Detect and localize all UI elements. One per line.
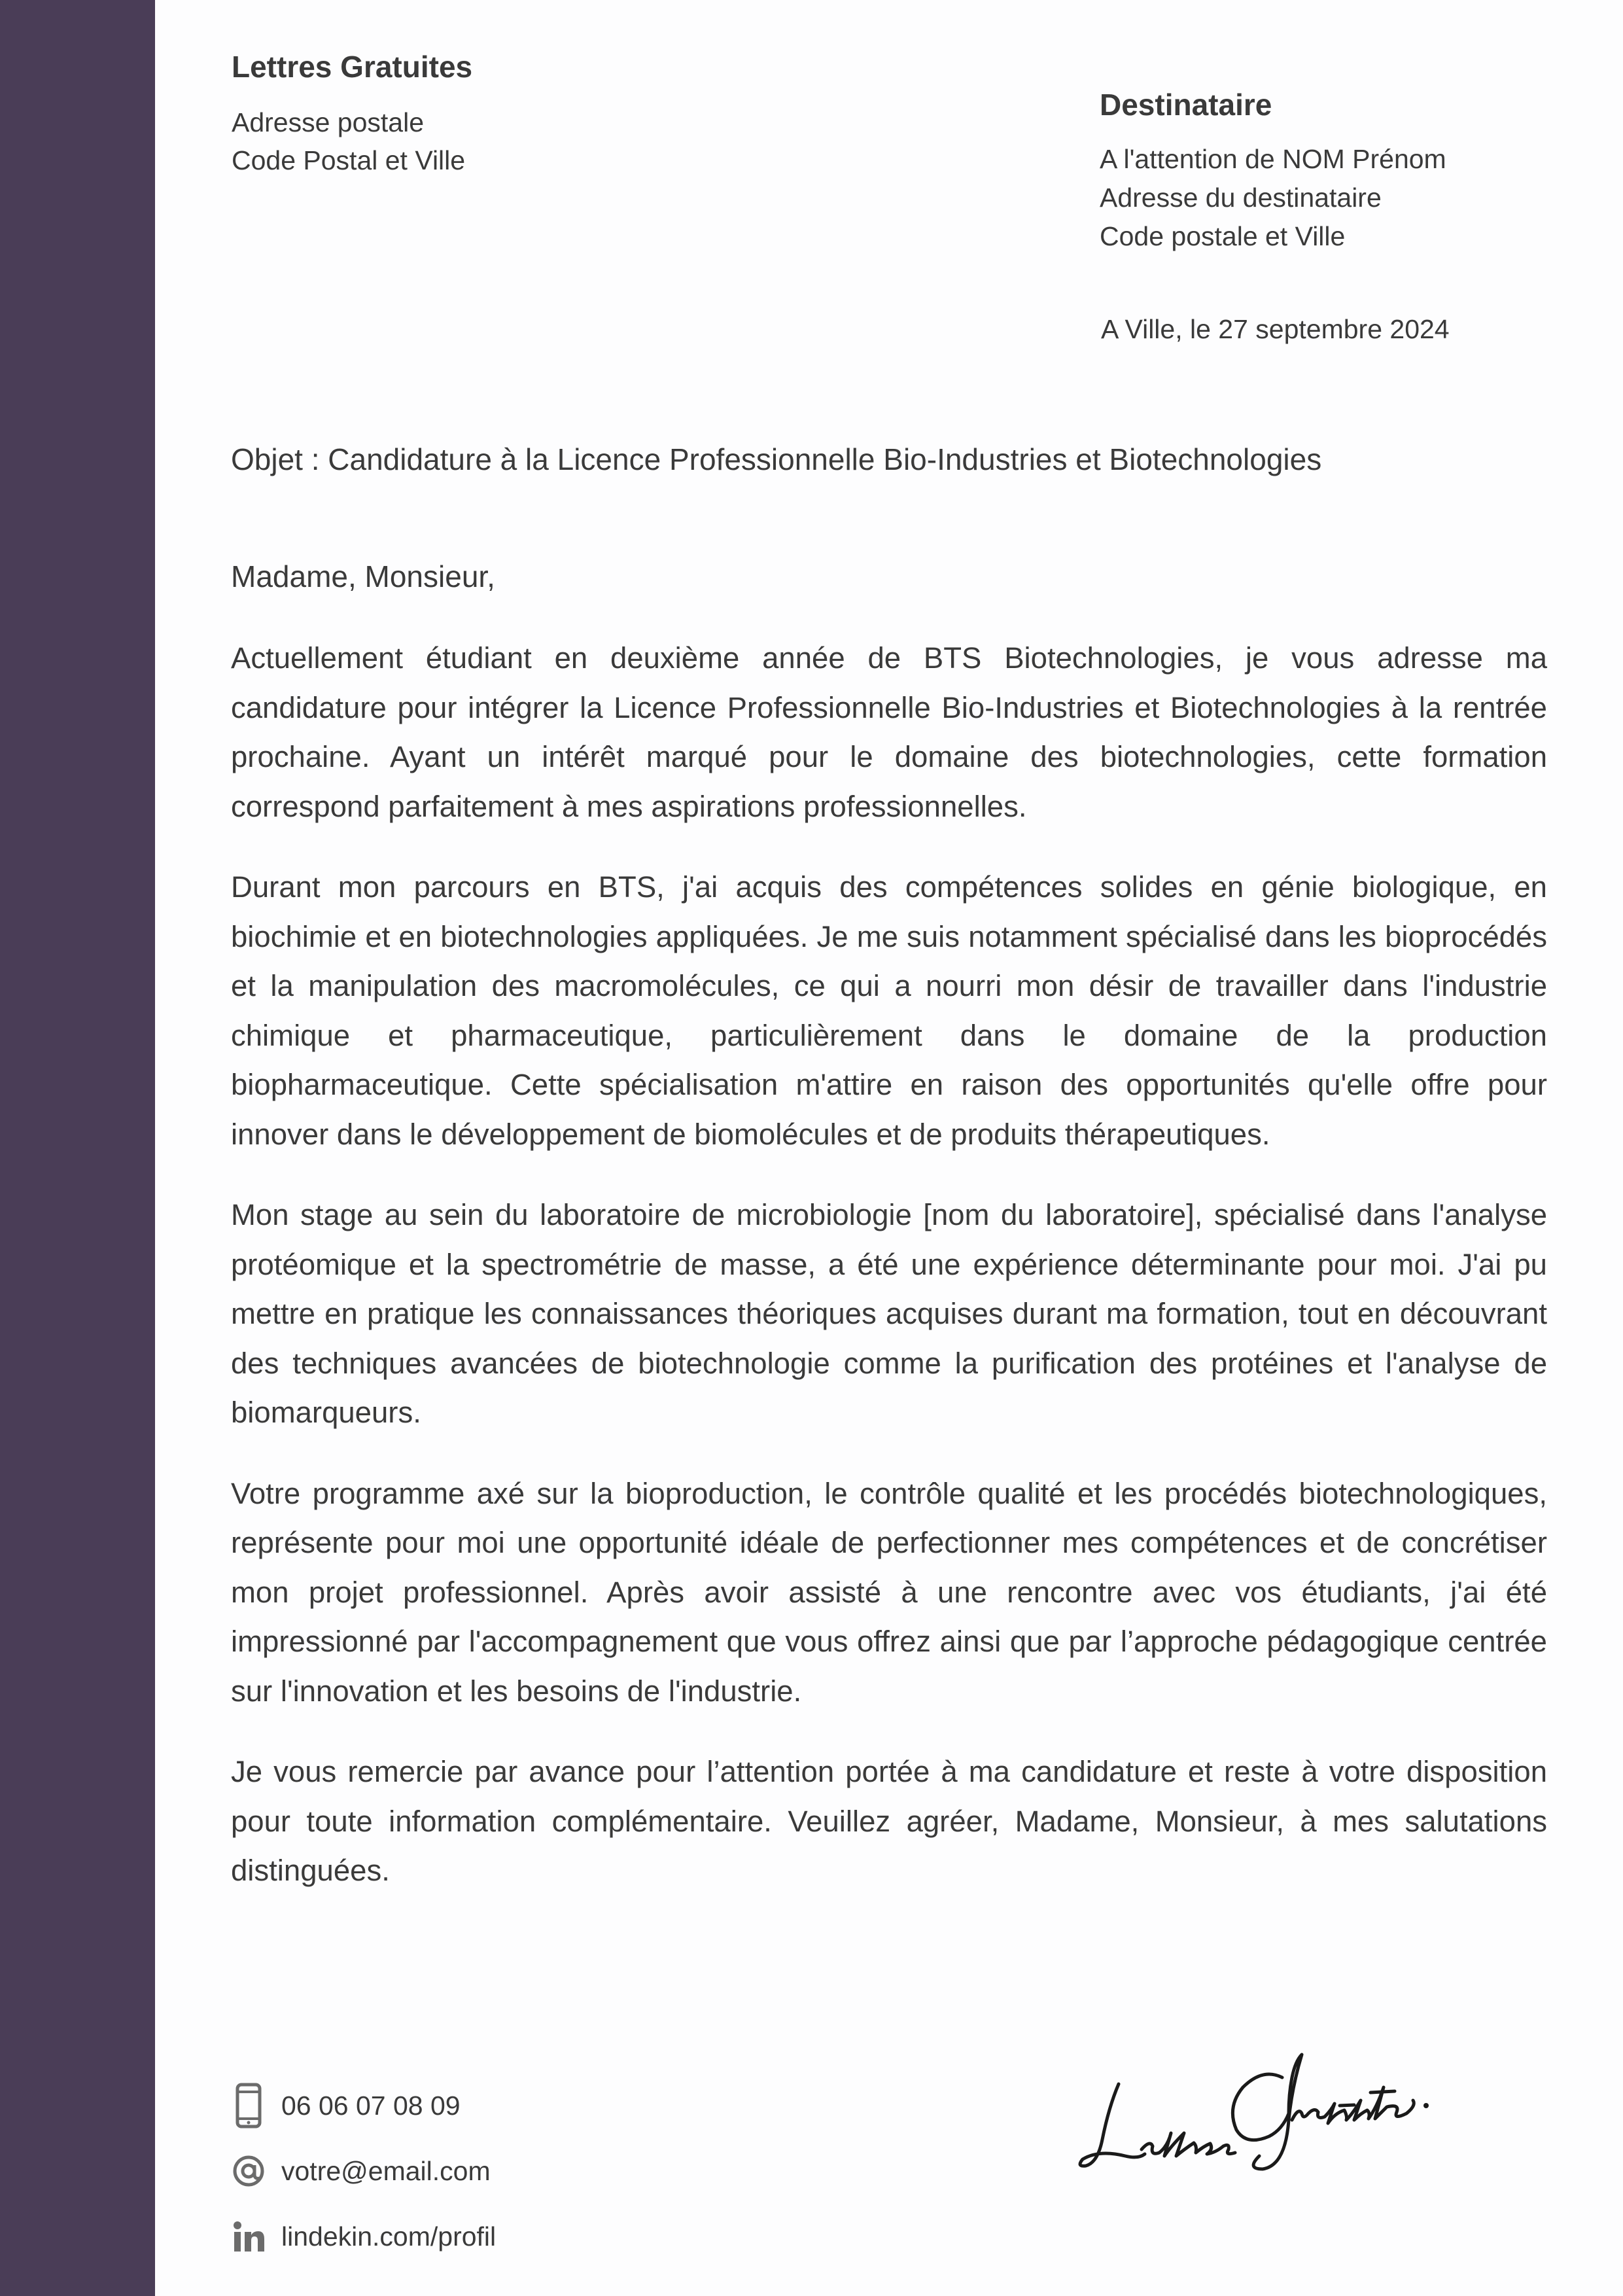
body-paragraph: Je vous remercie par avance pour l’attention portée à ma candidature et reste à votre disposition pour toute information complémentaire. Veuillez agréer, Madame, Monsieur, à mes salutations distinguées. [231,1755,1547,1887]
recipient-city: Code postale et Ville [1100,221,1346,251]
sender-address: Adresse postale [232,107,425,137]
linkedin-icon [229,2214,268,2259]
sender-block [232,47,472,179]
body-paragraph: Mon stage au sein du laboratoire de microbiologie [nom du laboratoire], spécialisé dans l'analyse protéomique et la spectrométrie de masse, a été une expérience déterminante pour moi. J'ai pu mettre en pratique les connaissances théoriques acquises durant ma formation, tout en découvrant des techniques avancées de biotechnologie comme la purification des protéines et l'analyse de biomarqueurs. [231,1198,1547,1429]
contact-linkedin [229,2214,496,2259]
sender-city: Code Postal et Ville [232,145,466,175]
letter-subject: Objet : Candidature à la Licence Professionnelle Bio-Industries et Biotechnologies [231,442,1322,476]
sidebar-band [0,0,155,2296]
phone-number: 06 06 07 08 09 [281,2090,461,2121]
recipient-address: Adresse du destinataire [1100,183,1382,213]
body-paragraph: Durant mon parcours en BTS, j'ai acquis des compétences solides en génie biologique, en biochimie et en biotechnologies appliquées. Je me suis notamment spécialisé dans les bioprocédés et la manipulation des macromolécules, ce qui a nourri mon désir de travailler dans l'industrie chimique et pharmaceutique, particulièrement dans le domaine de la production biopharmaceutique. Cette spécialisation m'attire en raison des opportunités qu'elle offre pour innover dans le développement de biomolécules et de produits thérapeutiques. [231,870,1547,1151]
recipient-title: Destinataire [1100,88,1272,122]
letter-date: A Ville, le 27 septembre 2024 [1101,314,1450,344]
at-sign-icon [229,2148,268,2194]
body-paragraph: Actuellement étudiant en deuxième année de BTS Biotechnologies, je vous adresse ma candidature pour intégrer la Licence Professionnelle Bio-Industries et Biotechnologies à la rentrée prochaine. Ayant un intérêt marqué pour le domaine des biotechnologies, cette formation correspond parfaitement à mes aspirations professionnelles. [231,641,1547,823]
recipient-block [1100,85,1446,256]
letter-body [231,633,1547,1927]
contact-block [229,2083,496,2279]
contact-phone [229,2083,496,2128]
linkedin-profile: lindekin.com/profil [281,2221,497,2252]
contact-email [229,2148,496,2194]
email-address: votre@email.com [281,2155,491,2186]
sender-name: Lettres Gratuites [232,50,473,84]
letter-salutation: Madame, Monsieur, [231,559,495,593]
body-paragraph: Votre programme axé sur la bioproduction, le contrôle qualité et les procédés biotechnologiques, représente pour moi une opportunité idéale de perfectionner mes compétences et de concrétiser mon projet professionnel. Après avoir assisté à une rencontre avec vos étudiants, j'ai été impressionné par l'accompagnement que vous offrez ainsi que par l’approche pédagogique centrée sur l'innovation et les besoins de l'industrie. [231,1476,1547,1708]
handwritten-signature [1073,2015,1465,2185]
recipient-attention: A l'attention de NOM Prénom [1100,144,1446,174]
phone-icon [229,2083,268,2128]
